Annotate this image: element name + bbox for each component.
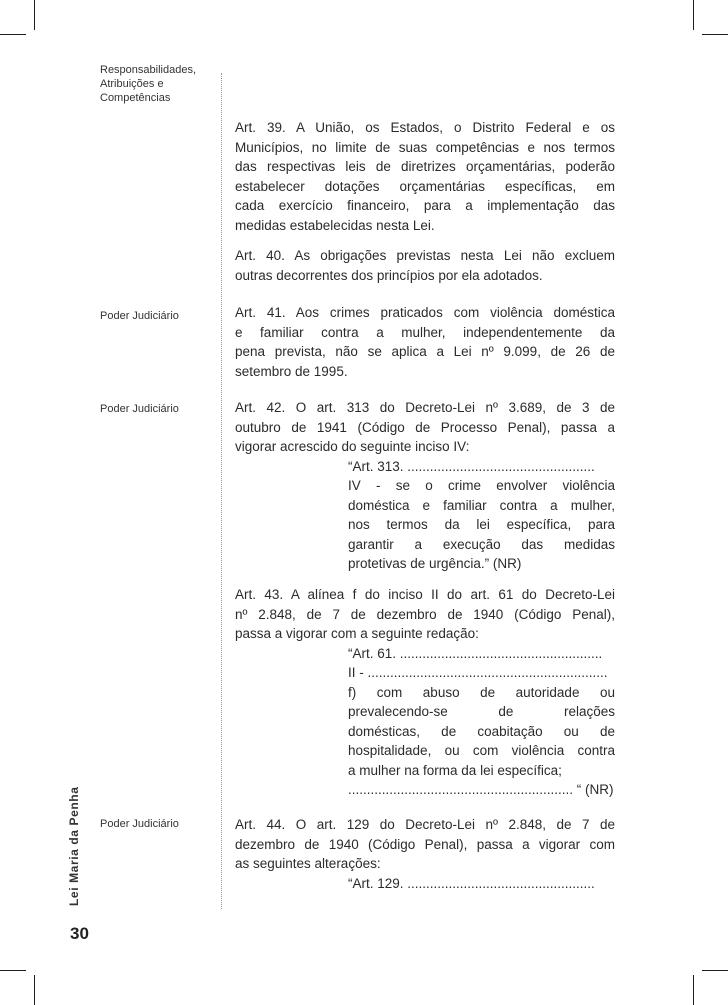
- margin-label: Poder Judiciário: [100, 403, 179, 415]
- text-line: Art. 41. Aos crimes praticados com violência doméstica: [235, 305, 615, 320]
- quote-line: “Art. 129. ..................................................: [348, 875, 595, 891]
- page-number: 30: [70, 924, 89, 943]
- margin-label: Poder Judiciário: [100, 310, 179, 322]
- text-line: Municípios, no limite de suas competências e nos termos: [235, 139, 615, 155]
- quote-line: II - ................................................................: [348, 665, 608, 680]
- crop-mark: [702, 34, 728, 35]
- crop-mark: [693, 975, 694, 1005]
- text-line: Art. 39. A União, os Estados, o Distrito Federal e os: [235, 120, 615, 135]
- crop-mark: [0, 970, 26, 971]
- text-line: medidas estabelecidas nesta Lei.: [235, 217, 435, 233]
- crop-mark: [693, 0, 694, 30]
- text-line: dezembro de 1940 (Código Penal), passa a vigorar com: [235, 836, 615, 852]
- article-41: [235, 303, 615, 381]
- quote-line: ............................................................ “ (NR): [348, 782, 614, 797]
- running-head: [100, 63, 218, 105]
- quote-line: doméstica e familiar contra a mulher,: [348, 497, 615, 513]
- quote-line: “Art. 313. ..................................................: [348, 458, 595, 474]
- text-line: Art. 44. O art. 129 do Decreto-Lei nº 2.848, de 7 de: [235, 817, 615, 832]
- article-42-quote: [348, 457, 615, 574]
- text-line: nº 2.848, de 7 de dezembro de 1940 (Código Penal),: [235, 606, 615, 622]
- text-line: e familiar contra a mulher, independentemente da: [235, 324, 615, 340]
- text-line: vigorar acrescido do seguinte inciso IV:: [235, 439, 470, 454]
- text-line: estabelecer dotações orçamentárias específicas, em: [235, 178, 615, 194]
- article-40: [235, 246, 615, 285]
- quote-line: “Art. 61. ......................................................: [348, 645, 603, 661]
- quote-line: f) com abuso de autoridade ou: [348, 684, 615, 700]
- article-43-quote: [348, 644, 615, 800]
- quote-line: prevalecendo-se de relações: [348, 704, 615, 719]
- column-divider: [221, 73, 222, 909]
- crop-mark: [0, 34, 26, 35]
- quote-line: hospitalidade, ou com violência contra: [348, 743, 615, 758]
- crop-mark: [702, 970, 728, 971]
- running-head-line: Atribuições e: [100, 78, 164, 90]
- crop-mark: [34, 0, 35, 30]
- article-39: [235, 118, 615, 235]
- article-44: [235, 815, 615, 893]
- text-line: setembro de 1995.: [235, 363, 348, 379]
- margin-label: Poder Judiciário: [100, 818, 179, 830]
- text-line: Art. 40. As obrigações previstas nesta Lei não excluem: [235, 248, 615, 263]
- text-line: pena prevista, não se aplica a Lei nº 9.099, de 26 de: [235, 344, 615, 359]
- article-44-quote: [348, 874, 615, 894]
- text-line: Art. 43. A alínea f do inciso II do art. 61 do Decreto-Lei: [235, 587, 615, 602]
- text-line: Art. 42. O art. 313 do Decreto-Lei nº 3.689, de 3 de: [235, 400, 615, 415]
- text-line: as seguintes alterações:: [235, 856, 381, 871]
- quote-line: a mulher na forma da lei específica;: [348, 762, 562, 778]
- text-line: passa a vigorar com a seguinte redação:: [235, 626, 479, 641]
- vertical-book-title: Lei Maria da Penha: [67, 786, 81, 906]
- quote-line: protetivas de urgência.” (NR): [348, 556, 522, 571]
- article-42: [235, 398, 615, 574]
- text-line: outubro de 1941 (Código de Processo Penal), passa a: [235, 419, 615, 435]
- quote-line: garantir a execução das medidas: [348, 536, 615, 552]
- running-head-line: Competências: [100, 92, 171, 104]
- running-head-line: Responsabilidades,: [100, 64, 197, 76]
- text-line: cada exercício financeiro, para a implementação das: [235, 198, 615, 213]
- text-line: outras decorrentes dos princípios por ela adotados.: [235, 267, 543, 283]
- quote-line: domésticas, de coabitação ou de: [348, 723, 615, 739]
- quote-line: IV - se o crime envolver violência: [348, 478, 615, 493]
- crop-mark: [34, 975, 35, 1005]
- article-43: [235, 585, 615, 800]
- quote-line: nos termos da lei específica, para: [348, 517, 615, 532]
- text-line: das respectivas leis de diretrizes orçamentárias, poderão: [235, 159, 615, 174]
